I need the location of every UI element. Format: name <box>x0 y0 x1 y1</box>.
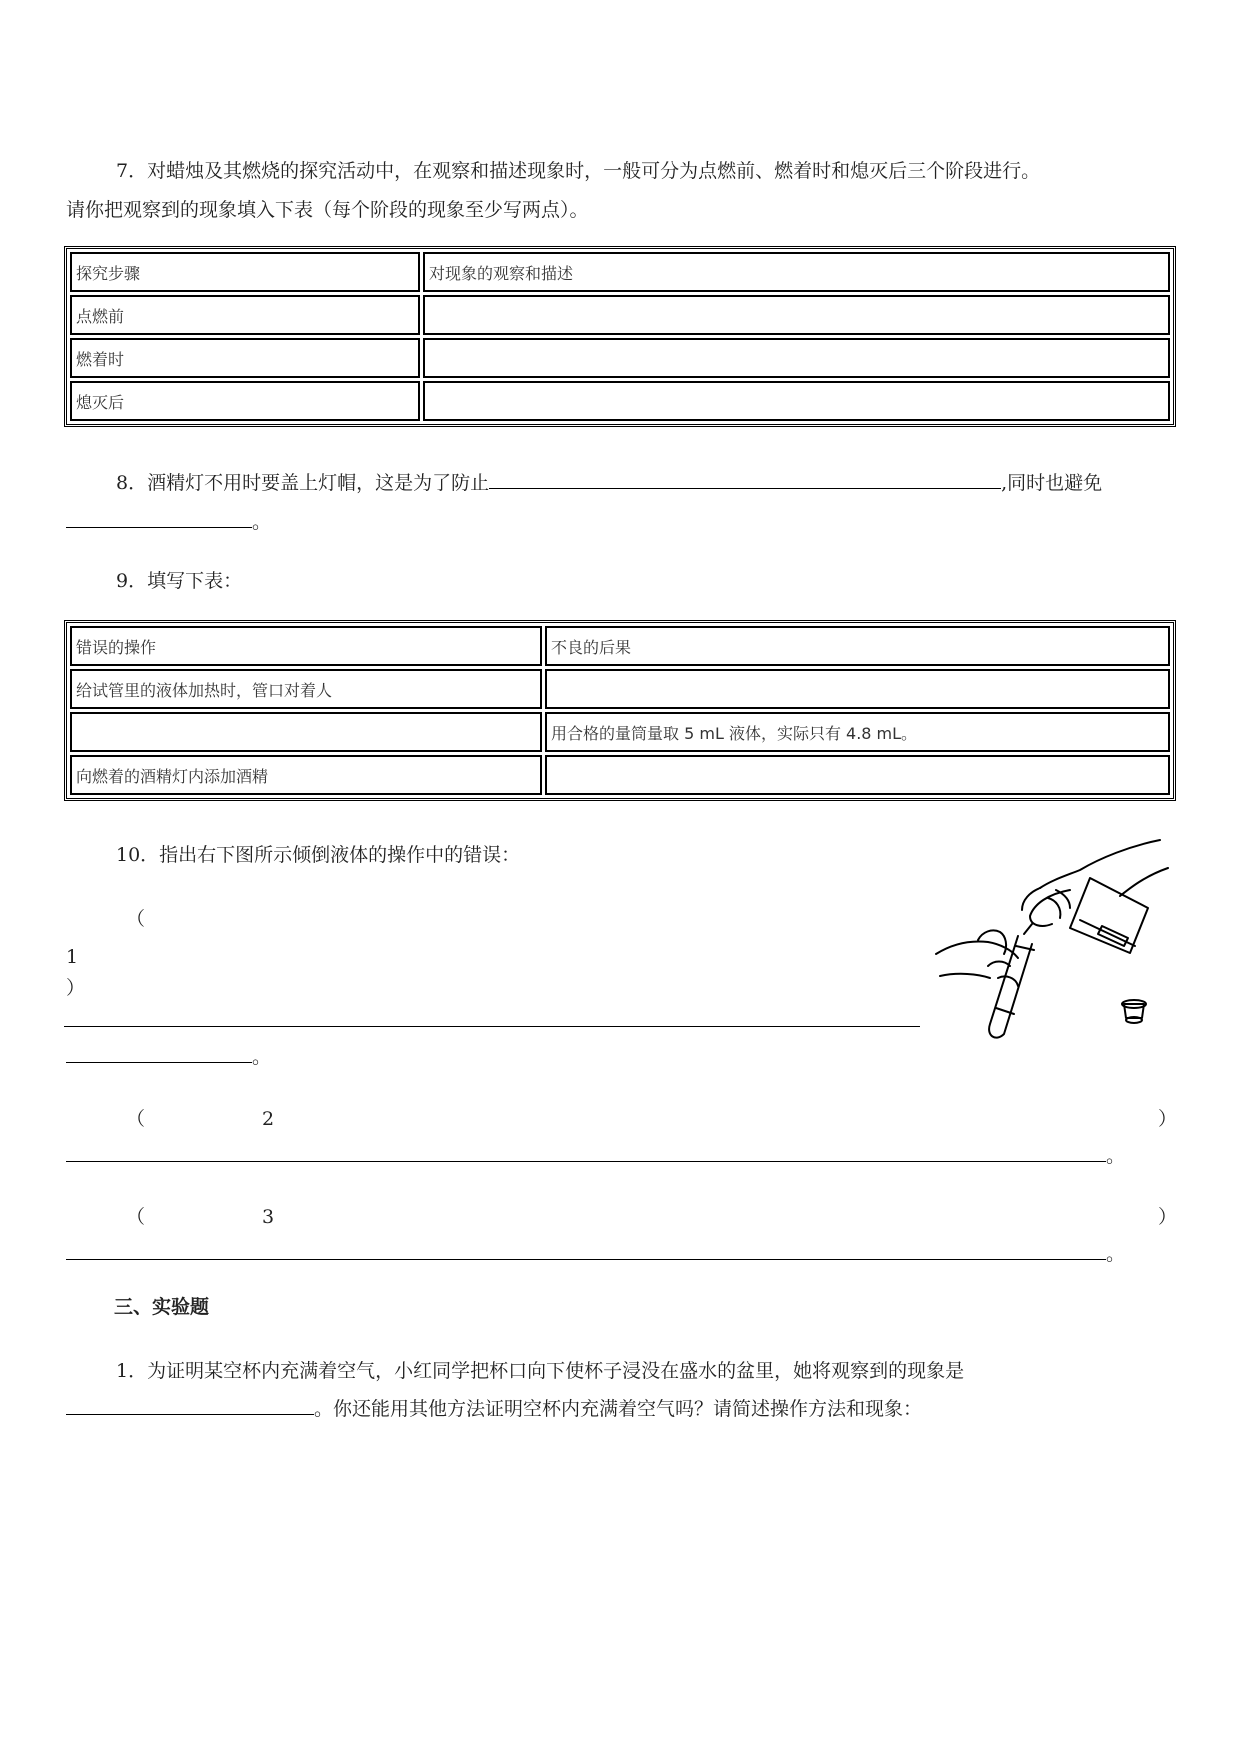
q10-item1-end: 。 <box>252 1046 272 1068</box>
section3-q1-blank[interactable] <box>66 1394 314 1415</box>
q7-row1-answer-cell[interactable] <box>423 295 1170 335</box>
q7-header-step: 探究步骤 <box>70 252 420 292</box>
q10-item1-number: 1 <box>66 946 79 968</box>
q10-item2-blank[interactable] <box>66 1141 1106 1162</box>
q10-item2-open: （ <box>126 1108 146 1130</box>
q9-row1-operation: 给试管里的液体加热时，管口对着人 <box>70 669 542 709</box>
table-row <box>70 252 1170 292</box>
bottle-stopper-icon <box>1124 1004 1144 1018</box>
q8-line1 <box>116 468 1102 496</box>
q7-row3-step: 熄灭后 <box>70 381 420 421</box>
q9-header-wrong-operation: 错误的操作 <box>70 626 542 666</box>
q10-title: 10．指出右下图所示倾倒液体的操作中的错误： <box>116 844 521 866</box>
q10-item3-line <box>66 1239 1125 1267</box>
q10-item3-open: （ <box>126 1206 146 1228</box>
q10-item2-close: ） <box>1158 1108 1178 1130</box>
q10-item1-blank-line1[interactable] <box>64 1026 920 1027</box>
section3-heading: 三、实验题 <box>114 1296 210 1318</box>
table-row <box>70 669 1170 709</box>
table-row <box>70 626 1170 666</box>
q10-item1-close: ） <box>66 977 86 999</box>
table-row <box>70 295 1170 335</box>
q9-title: 9．填写下表： <box>116 570 243 592</box>
q9-row1-answer-cell[interactable] <box>545 669 1170 709</box>
q8-text-b: ,同时也避免 <box>1001 472 1103 494</box>
q10-item2-line <box>66 1141 1125 1169</box>
section3-q1-line1: 1．为证明某空杯内充满着空气，小红同学把杯口向下使杯子浸没在盛水的盆里，她将观察到的现象是 <box>116 1360 965 1382</box>
table-row <box>70 755 1170 795</box>
table-row <box>70 381 1170 421</box>
q8-text-a: 8．酒精灯不用时要盖上灯帽，这是为了防止 <box>116 472 490 494</box>
q10-item3-number: 3 <box>262 1206 275 1228</box>
table-row <box>70 712 1170 752</box>
q9-row3-answer-cell[interactable] <box>545 755 1170 795</box>
q8-line2 <box>66 507 271 535</box>
q7-line2: 请你把观察到的现象填入下表（每个阶段的现象至少写两点）。 <box>66 199 589 221</box>
q9-row2-answer-cell[interactable] <box>70 712 542 752</box>
q7-row1-step: 点燃前 <box>70 295 420 335</box>
q9-row2-consequence: 用合格的量筒量取 5 mL 液体，实际只有 4.8 mL。 <box>545 712 1170 752</box>
q10-item3-end: 。 <box>1106 1243 1126 1265</box>
reagent-bottle-icon <box>1070 878 1148 953</box>
q7-row2-step: 燃着时 <box>70 338 420 378</box>
q10-item2-end: 。 <box>1106 1145 1126 1167</box>
q10-item3-close: ） <box>1158 1206 1178 1228</box>
q7-line1: 7．对蜡烛及其燃烧的探究活动中，在观察和描述现象时，一般可分为点燃前、燃着时和熄灭后三个阶段进行。 <box>116 160 1041 182</box>
section3-q1-text: 。你还能用其他方法证明空杯内充满着空气吗？请简述操作方法和现象： <box>314 1398 923 1420</box>
q9-row3-operation: 向燃着的酒精灯内添加酒精 <box>70 755 542 795</box>
q7-row2-answer-cell[interactable] <box>423 338 1170 378</box>
q10-item1-open: （ <box>126 908 146 930</box>
q9-header-consequence: 不良的后果 <box>545 626 1170 666</box>
pouring-liquid-figure <box>930 828 1180 1058</box>
q9-table <box>64 620 1176 801</box>
q8-blank-2[interactable] <box>66 507 252 528</box>
q10-item2-number: 2 <box>262 1108 275 1130</box>
section3-q1-line2 <box>66 1394 922 1422</box>
q7-header-observation: 对现象的观察和描述 <box>423 252 1170 292</box>
q10-item1-blank-line2[interactable] <box>66 1042 252 1063</box>
q7-row3-answer-cell[interactable] <box>423 381 1170 421</box>
q7-table <box>64 246 1176 427</box>
q8-blank-1[interactable] <box>489 468 1001 489</box>
table-row <box>70 338 1170 378</box>
q10-item3-blank[interactable] <box>66 1239 1106 1260</box>
q10-item1-line2 <box>66 1042 271 1070</box>
q8-end: 。 <box>252 511 272 533</box>
